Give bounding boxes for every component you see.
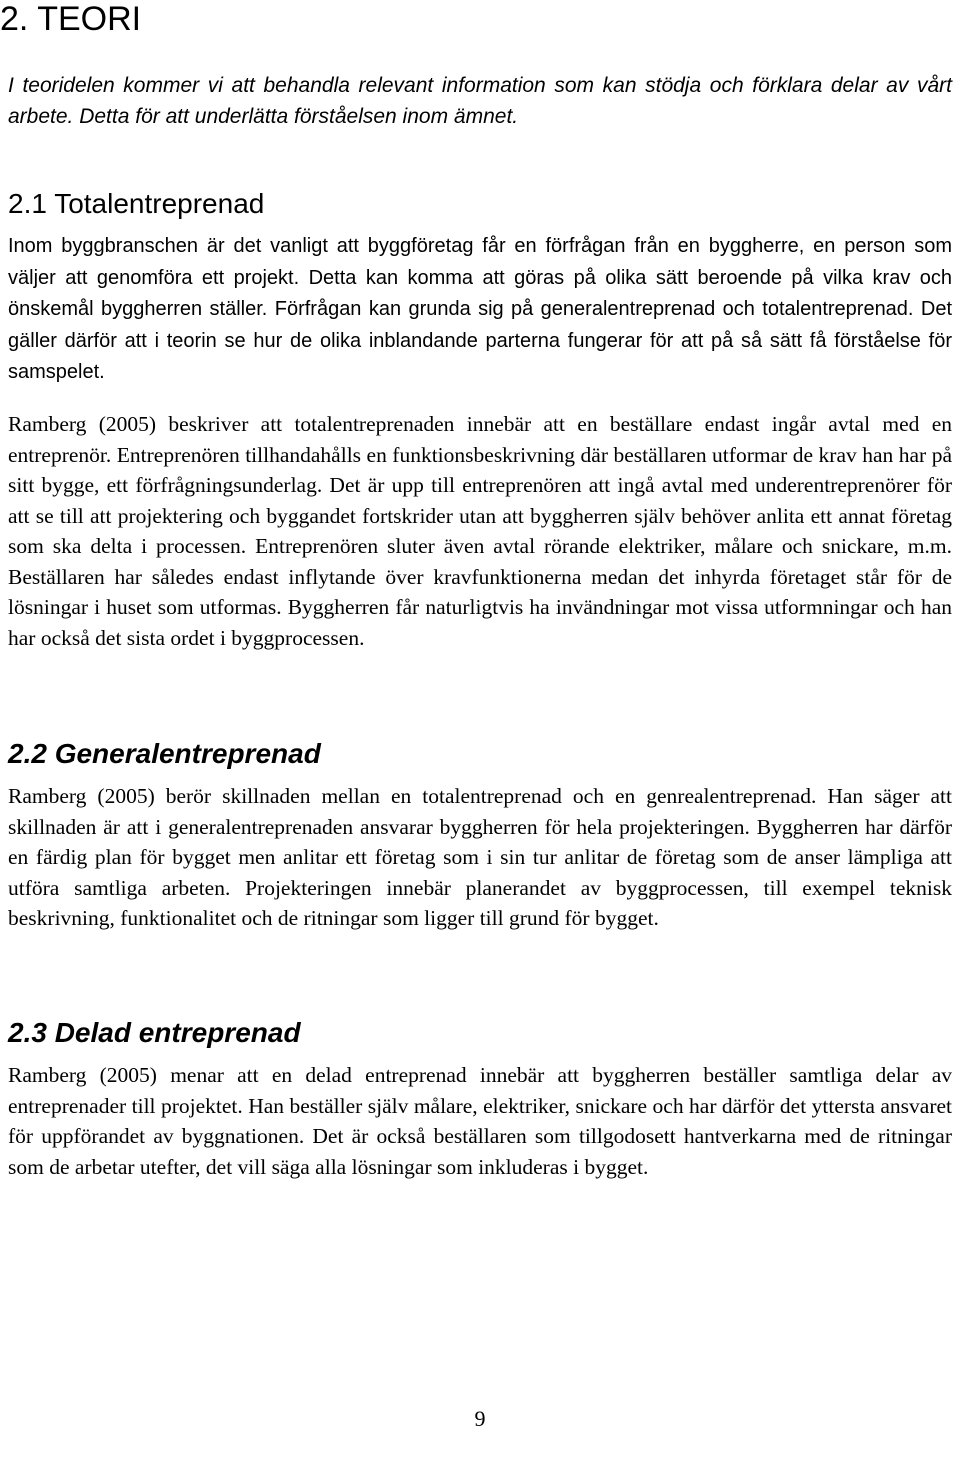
section-paragraph: Ramberg (2005) menar att en delad entreprenad innebär att byggherren beställer samtliga delar av entreprenader till projektet. Han beställer själv målare, elektriker, snickare och har därför det yttersta ansvaret för uppförandet av byggnationen. Det är också beställaren som tillgodosett hantverkarna med de ritningar som de arbetar utefter, det vill säga alla lösningar som inkluderas i bygget. <box>8 1063 952 1179</box>
section-paragraph: Inom byggbranschen är det vanligt att byggföretag får en förfrågan från en byggherre, en person som väljer att genomföra ett projekt. Detta kan komma att göras på olika sätt beroende på vilka krav och önskemål byggherren ställer. Förfrågan kan grunda sig på generalentreprenad och totalentreprenad. Det gäller därför att i teorin se hur de olika inblandande parterna fungerar för att på så sätt få förståelse för samspelet. <box>8 235 952 383</box>
section-heading-totalentreprenad: 2.1 Totalentreprenad <box>8 188 265 219</box>
page-number: 9 <box>474 1406 486 1431</box>
chapter-intro: I teoridelen kommer vi att behandla relevant information som kan stödja och förklara delar av vårt arbete. Detta för att underlätta förståelsen inom ämnet. <box>8 74 952 128</box>
section-paragraph: Ramberg (2005) berör skillnaden mellan en totalentreprenad och en genrealentreprenad. Han säger att skillnaden är att i generalentreprenaden ansvarar byggherren för hela projekteringen. Byggherren har därför en färdig plan för bygget men anlitar ett företag som i sin tur anlitar de företag som de anser lämpliga att utföra samtliga arbeten. Projekteringen innebär planerandet av byggprocessen, till exempel teknisk beskrivning, funktionalitet och de ritningar som ligger till grund för bygget. <box>8 784 952 930</box>
chapter-heading: 2. TEORI <box>0 0 142 38</box>
section-heading-generalentreprenad: 2.2 Generalentreprenad <box>8 738 321 769</box>
section-paragraph: Ramberg (2005) beskriver att totalentreprenaden innebär att en beställare endast ingår avtal med en entreprenör. Entreprenören tillhandahålls en funktionsbeskrivning där beställaren utformar de krav han har på sitt bygge, ett förfrågningsunderlag. Det är upp till entreprenören att ingå avtal med underentreprenörer för att se till att projektering och byggandet fortskrider utan att byggherren själv behöver anlita ett annat företag som ska delta i processen. Entreprenören sluter även avtal rörande elektriker, målare och snickare, m.m. Beställaren har således endast inflytande över kravfunktionerna medan det inhyrda företaget står för de lösningar i huset som utformas. Byggherren får naturligtvis ha invändningar mot vissa utformningar och han har också det sista ordet i byggprocessen. <box>8 412 952 650</box>
section-heading-delad-entreprenad: 2.3 Delad entreprenad <box>8 1017 301 1048</box>
